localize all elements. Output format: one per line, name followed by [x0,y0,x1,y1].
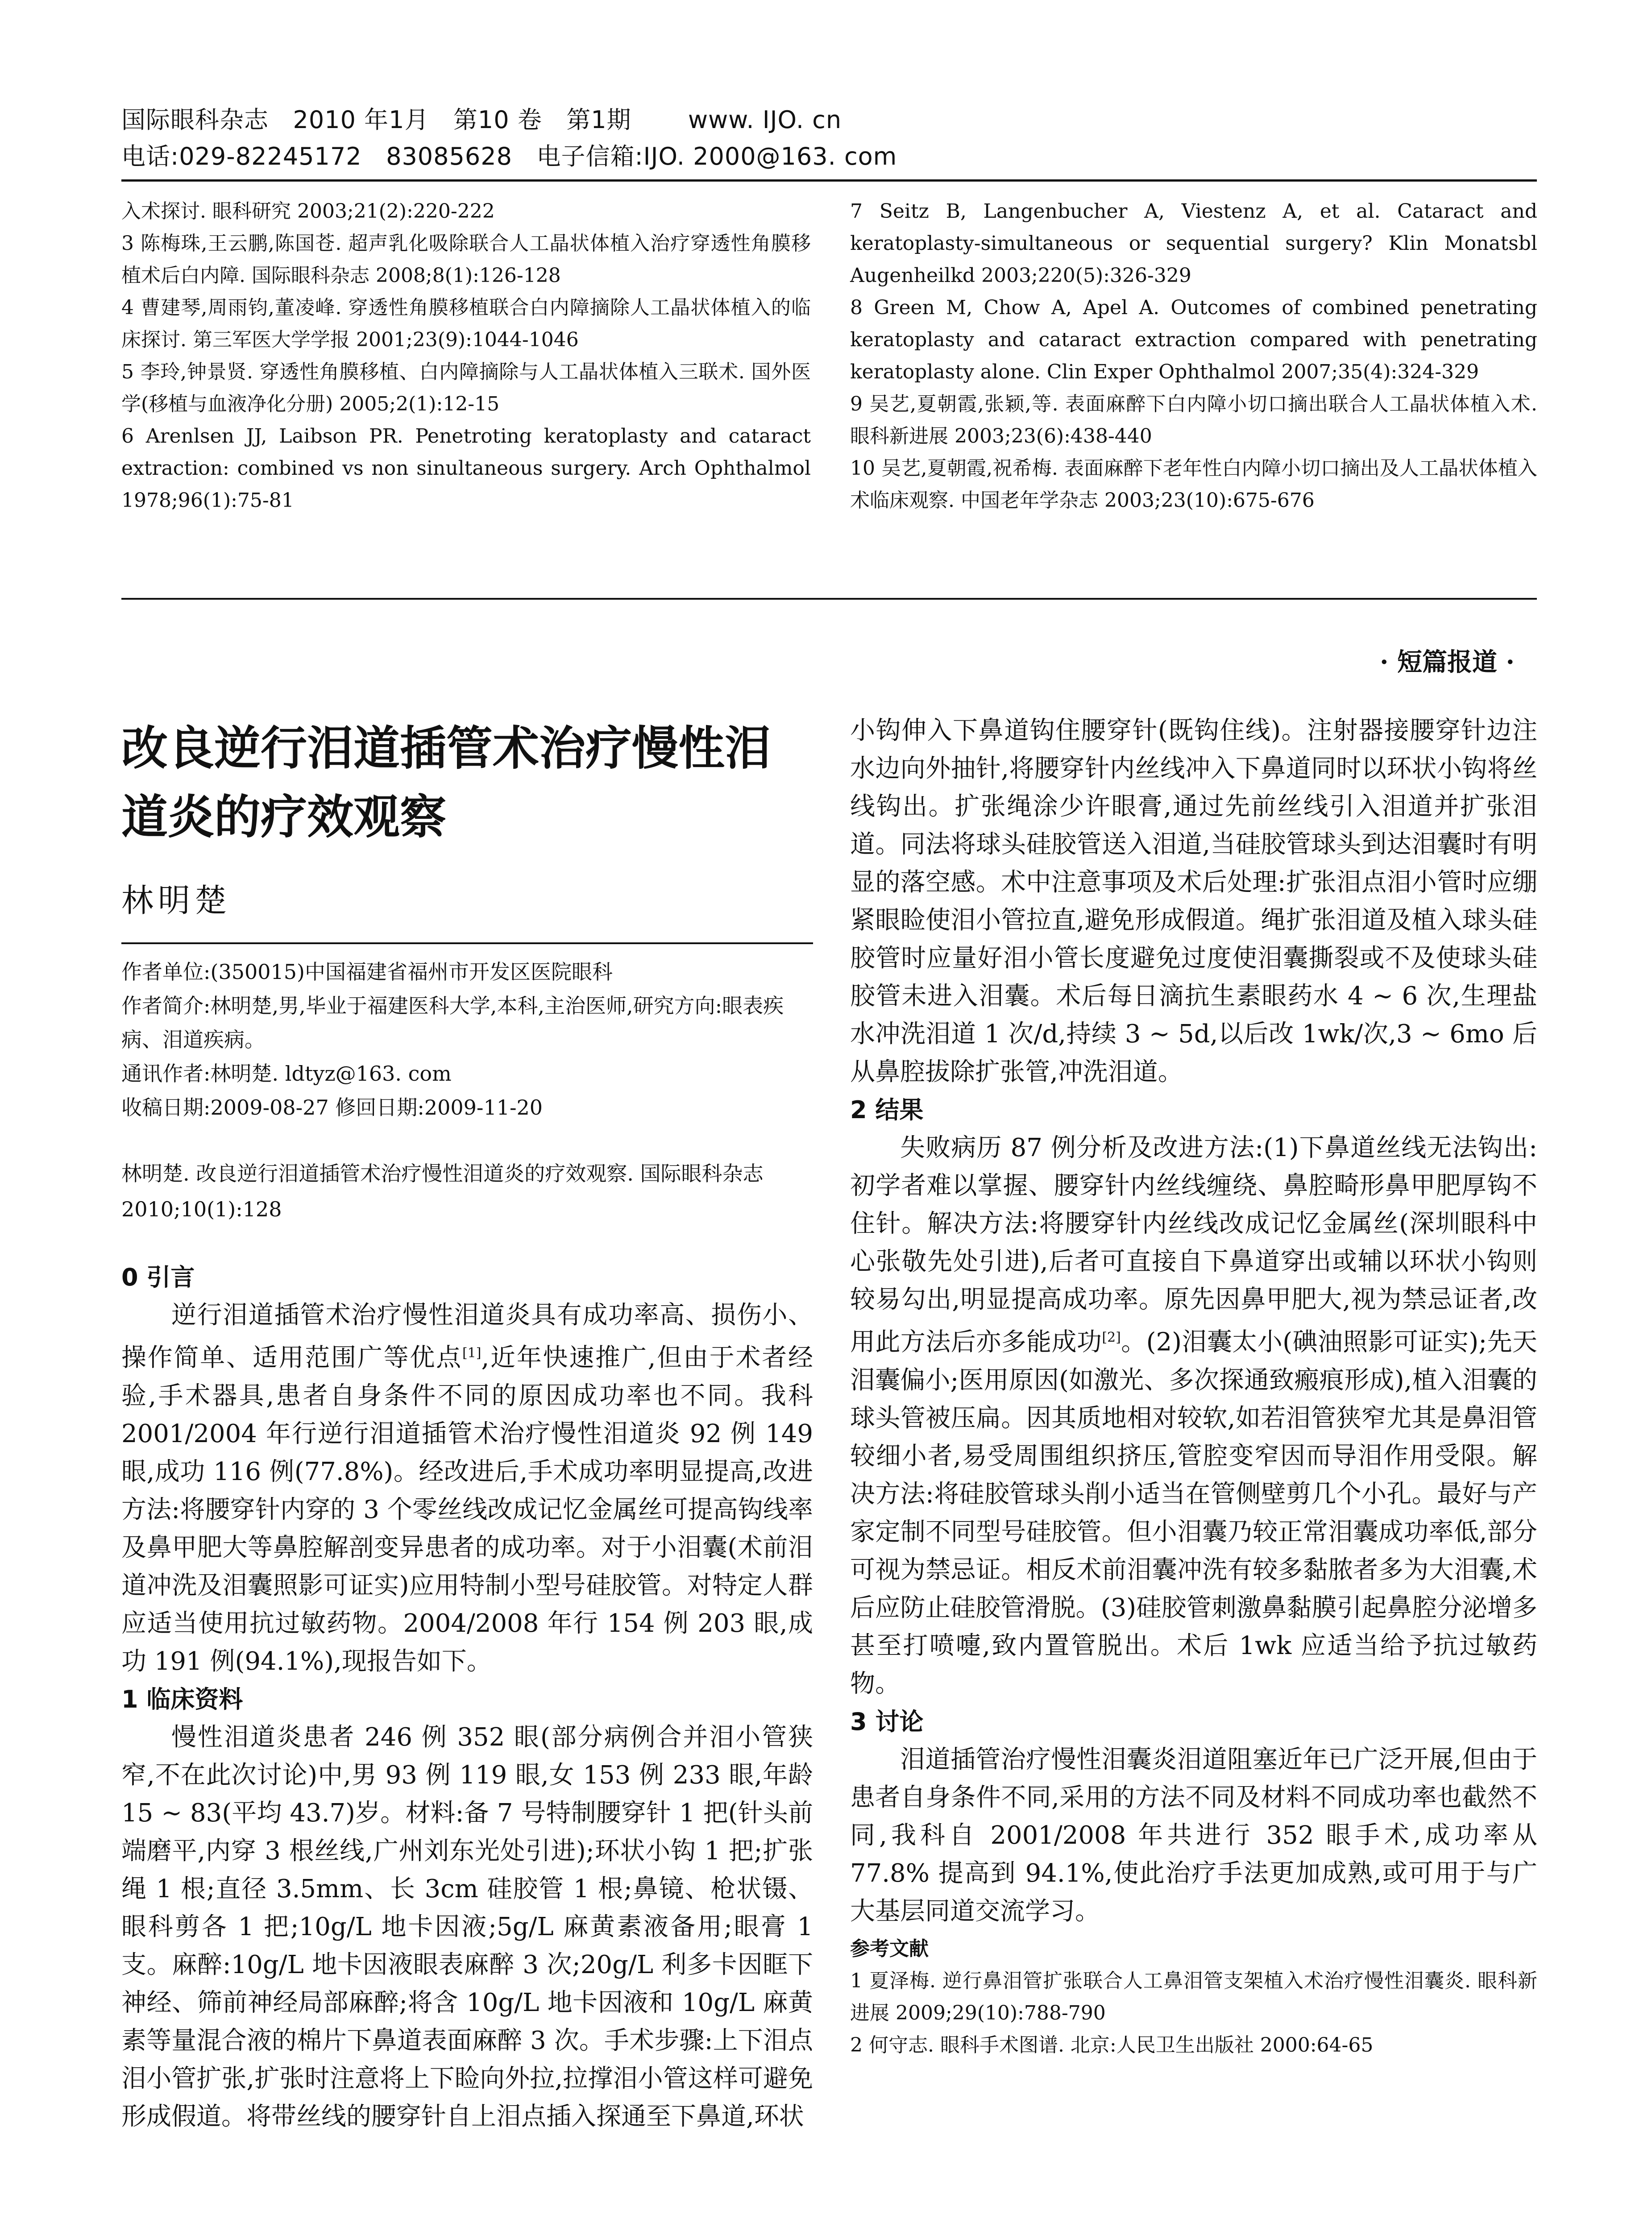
continued-references-left [121,195,811,517]
paragraph: 慢性泪道炎患者 246 例 352 眼(部分病例合并泪小管狭窄,不在此次讨论)中,男 93 例 119 眼,女 153 例 233 眼,年龄 15 ~ 83(平均 43.7)岁。材料:备 7 号特制腰穿针 1 把(针头前端磨平,内穿 3 根丝线,广州刘东光处引进);环状小钩 1 把;扩张绳 1 根;直径 3.5mm、长 3cm 硅胶管 1 根;鼻镜、枪状镊、眼科剪各 1 把;10g/L 地卡因液;5g/L 麻黄素液备用;眼膏 1 支。麻醉:10g/L 地卡因液眼表麻醉 3 次;20g/L 利多卡因眶下神经、筛前神经局部麻醉;将含 10g/L 地卡因液和 10g/L 麻黄素等量混合液的棉片下鼻道表面麻醉 3 次。手术步骤:上下泪点泪小管扩张,扩张时注意将上下睑向外拉,拉撑泪小管这样可避免形成假道。将带丝线的腰穿针自上泪点插入探通至下鼻道,环状 [121,1722,813,2131]
citation-marker: [1] [462,1345,481,1361]
author-divider [121,942,813,944]
reference-item: 入术探讨. 眼科研究 2003;21(2):220-222 [121,200,495,223]
article-title: 改良逆行泪道插管术治疗慢性泪道炎的疗效观察 [121,721,772,844]
section-heading-results: 2 结果 [850,1096,924,1124]
citation-marker: [2] [1102,1330,1121,1345]
reference-item: 10 吴艺,夏朝霞,祝希梅. 表面麻醉下老年性白内障小切口摘出及人工晶状体植入术临床观察. 中国老年学杂志 2003;23(10):675-676 [850,457,1537,512]
paragraph: 小钩伸入下鼻道钩住腰穿针(既钩住线)。注射器接腰穿针边注水边向外抽针,将腰穿针内丝线冲入下鼻道同时以环状小钩将丝线钩出。扩张绳涂少许眼膏,通过先前丝线引入泪道并扩张泪道。同法将球头硅胶管送入泪道,当硅胶管球头到达泪囊时有明显的落空感。术中注意事项及术后处理:扩张泪点泪小管时应绷紧眼睑使泪小管拉直,避免形成假道。绳扩张泪道及植入球头硅胶管时应量好泪小管长度避免过度使泪囊撕裂或不及使球头硅胶管未进入泪囊。术后每日滴抗生素眼药水 4 ~ 6 次,生理盐水冲洗泪道 1 次/d,持续 3 ~ 5d,以后改 1wk/次,3 ~ 6mo 后从鼻腔拔除扩张管,冲洗泪道。 [850,716,1537,1086]
section-heading-clinical: 1 临床资料 [121,1685,243,1713]
body-column-left [121,1258,813,2136]
article-divider [121,598,1537,600]
paragraph-text: 。(2)泪囊太小(碘油照影可证实);先天泪囊偏小;医用原因(如激光、多次探通致瘢痕形成),植入泪囊的球头管被压扁。因其质地相对较软,如若泪管狭窄尤其是鼻泪管较细小者,易受周围组织挤压,管腔变窄因而导泪作用受限。解决方法:将硅胶管球头削小适当在管侧壁剪几个小孔。最好与产家定制不同型号硅胶管。但小泪囊乃较正常泪囊成功率低,部分可视为禁忌证。相反术前泪囊冲洗有较多黏脓者多为大泪囊,术后应防止硅胶管滑脱。(3)硅胶管刺激鼻黏膜引起鼻腔分泌增多甚至打喷嚏,致内置管脱出。术后 1wk 应适当给予抗过敏药物。 [850,1327,1538,1698]
reference-item: 3 陈梅珠,王云鹏,陈国苍. 超声乳化吸除联合人工晶状体植入治疗穿透性角膜移植术后白内障. 国际眼科杂志 2008;8(1):126-128 [121,232,811,287]
reference-item: 6 Arenlsen JJ, Laibson PR. Penetroting keratoplasty and cataract extraction: combined vs non sinultaneous surgery. Arch Ophthalmol 1978;96(1):75-81 [121,425,811,512]
body-column-right [850,712,1537,2061]
reference-item: 1 夏泽梅. 逆行鼻泪管扩张联合人工鼻泪管支架植入术治疗慢性泪囊炎. 眼科新进展 2009;29(10):788-790 [850,1969,1537,2024]
reference-item: 5 李玲,钟景贤. 穿透性角膜移植、白内障摘除与人工晶状体植入三联术. 国外医学(移植与血液净化分册) 2005;2(1):12-15 [121,361,811,415]
continued-references-right [850,195,1537,517]
journal-info-line: 国际眼科杂志 2010 年1月 第10 卷 第1期 www. IJO. cn [121,106,842,134]
paragraph-text: ,近年快速推广,但由于术者经验,手术器具,患者自身条件不同的原因成功率也不同。我科 2001/2004 年行逆行泪道插管术治疗慢性泪道炎 92 例 149 眼,成功 116 例(77.8%)。经改进后,手术成功率明显提高,改进方法:将腰穿针内穿的 3 个零丝线改成记忆金属丝可提高钩线率及鼻甲肥大等鼻腔解剖变异患者的成功率。对于小泪囊(术前泪道冲洗及泪囊照影可证实)应用特制小型号硅胶管。对特定人群应适当使用抗过敏药物。2004/2008 年行 154 例 203 眼,成功 191 例(94.1%),现报告如下。 [121,1343,814,1676]
section-heading-intro: 0 引言 [121,1263,195,1291]
paragraph-text: 失败病历 87 例分析及改进方法:(1)下鼻道丝线无法钩出:初学者难以掌握、腰穿针内丝线缠绕、鼻腔畸形鼻甲肥厚钩不住针。解决方法:将腰穿针内丝线改成记忆金属丝(深圳眼科中心张敬先处引进),后者可直接自下鼻道穿出或辅以环状小钩则较易勾出,明显提高成功率。原先因鼻甲肥大,视为禁忌证者,改用此方法后亦多能成功 [850,1133,1537,1357]
author-metadata [121,955,813,1124]
section-heading-discussion: 3 讨论 [850,1707,924,1736]
citation-line: 林明楚. 改良逆行泪道插管术治疗慢性泪道炎的疗效观察. 国际眼科杂志 2010;10(1):128 [121,1161,764,1221]
author-bio: 作者简介:林明楚,男,毕业于福建医科大学,本科,主治医师,研究方向:眼表疾病、泪道疾病。 [121,994,784,1052]
received-dates: 收稿日期:2009-08-27 修回日期:2009-11-20 [121,1095,543,1120]
section-tag: · 短篇报道 · [1380,647,1515,677]
corresponding-author: 通讯作者:林明楚. ldtyz@163. com [121,1062,452,1086]
paragraph [121,1296,813,1680]
paragraph-text: 逆行泪道插管术治疗慢性泪道炎具有成功率高、损伤小、操作简单、适用范围广等优点 [121,1301,813,1373]
paragraph [850,1129,1537,1703]
references-heading: 参考文献 [850,1937,929,1960]
reference-item: 4 曹建琴,周雨钧,董凌峰. 穿透性角膜移植联合白内障摘除人工晶状体植入的临床探讨. 第三军医大学学报 2001;23(9):1044-1046 [121,296,811,351]
paragraph: 泪道插管治疗慢性泪囊炎泪道阻塞近年已广泛开展,但由于患者自身条件不同,采用的方法不同及材料不同成功率也截然不同,我科自 2001/2008 年共进行 352 眼手术,成功率从 77.8% 提高到 94.1%,使此治疗手法更加成熟,或可用于与广大基层同道交流学习。 [850,1745,1537,1926]
reference-item: 2 何守志. 眼科手术图谱. 北京:人民卫生出版社 2000:64-65 [850,2033,1374,2057]
journal-contact-line: 电话:029-82245172 83085628 电子信箱:IJO. 2000@163. com [121,142,897,170]
author-name: 林明楚 [121,882,232,919]
header-divider [121,179,1537,182]
author-affiliation: 作者单位:(350015)中国福建省福州市开发区医院眼科 [121,960,613,984]
reference-item: 7 Seitz B, Langenbucher A, Viestenz A, et al. Cataract and keratoplasty-simultaneous or sequential surgery? Klin Monatsbl Augenheilkd 2003;220(5):326-329 [850,200,1537,287]
reference-item: 8 Green M, Chow A, Apel A. Outcomes of combined penetrating keratoplasty and cataract extraction compared with penetrating keratoplasty alone. Clin Exper Ophthalmol 2007;35(4):324-329 [850,296,1537,383]
reference-item: 9 吴艺,夏朝霞,张颖,等. 表面麻醉下白内障小切口摘出联合人工晶状体植入术. 眼科新进展 2003;23(6):438-440 [850,393,1537,448]
journal-header [121,102,1532,175]
